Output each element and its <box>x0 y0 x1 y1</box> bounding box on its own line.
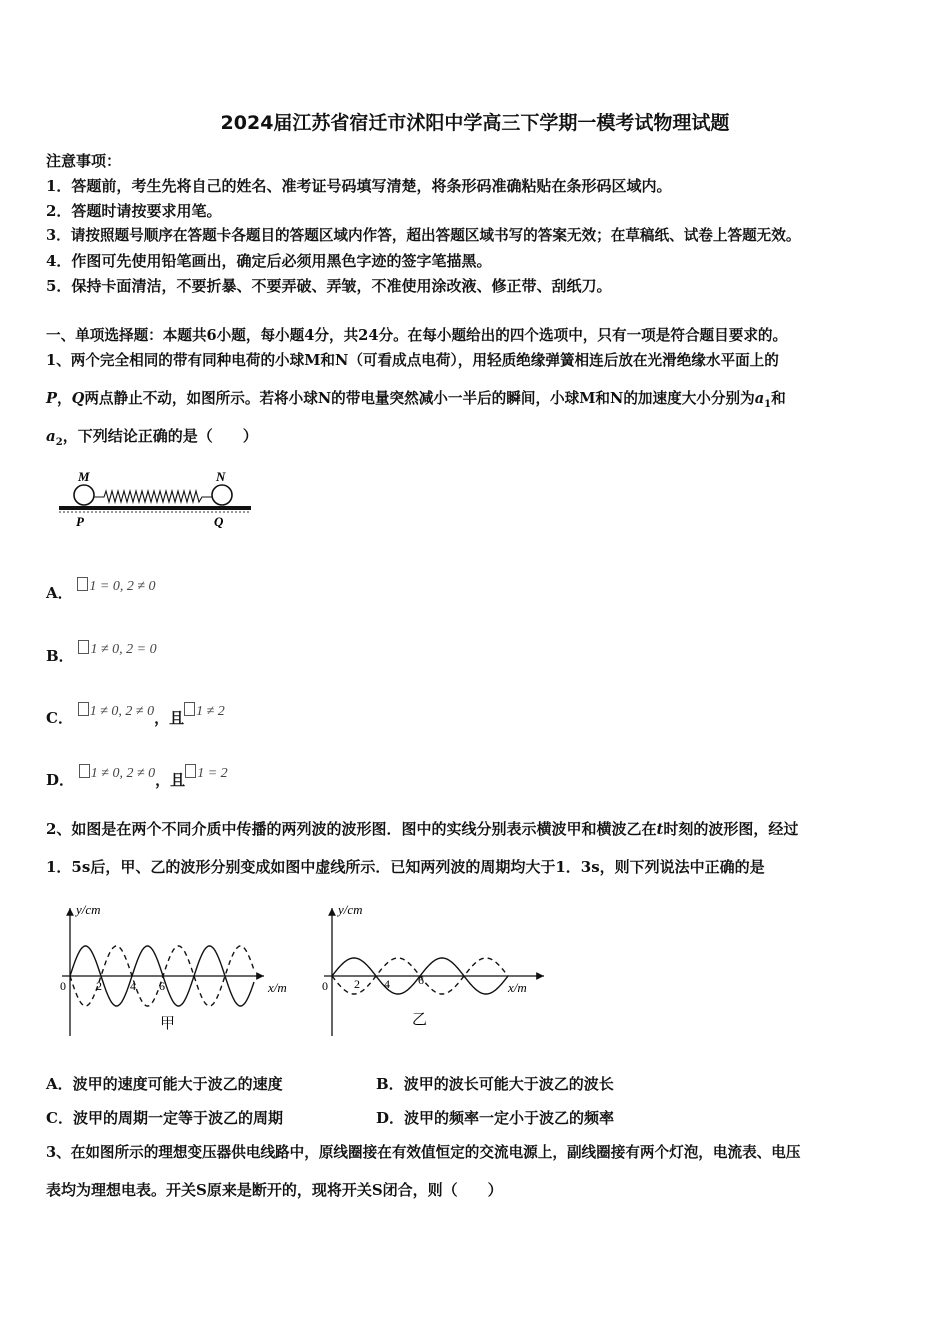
option-c-math2: 1 ≠ 2 <box>196 704 225 719</box>
notice-item: 4．作图可先使用铅笔画出，确定后必须用黑色字迹的签字笔描黑。 <box>46 252 492 270</box>
wave-graph-jia <box>56 896 306 1042</box>
notice-heading: 注意事项： <box>46 152 122 170</box>
y-axis-label: y/cm <box>338 902 363 917</box>
question-1-line3: $a_2$，下列结论正确的是（ ） <box>46 427 258 448</box>
question-3-line2: 表均为理想电表。开关S原来是断开的，现将开关S闭合，则（ ） <box>46 1181 503 1199</box>
ball-m <box>74 485 94 505</box>
origin-label: 0 <box>322 979 328 993</box>
tick-label: 6 <box>159 979 165 993</box>
notice-item: 1．答题前，考生先将自己的姓名、准考证号码填写清楚，将条形码准确粘贴在条形码区域内。 <box>46 177 672 195</box>
notice-item: 3．请按照题号顺序在答题卡各题目的答题区域内作答，超出答题区域书写的答案无效；在草稿纸、试卷上答题无效。 <box>46 227 801 244</box>
graph-caption: 甲 <box>160 1016 176 1032</box>
ground <box>59 506 251 510</box>
option-d-math: 1 ≠ 0, 2 ≠ 0 <box>90 766 156 781</box>
label-p: P <box>76 514 84 529</box>
label-q: Q <box>214 514 224 529</box>
question-2-line2: 1．5s后，甲、乙的波形分别变成如图中虚线所示．已知两列波的周期均大于1．3s，则下列说法中正确的是 <box>46 858 765 876</box>
q1-option-d[interactable]: D． 1 ≠ 0, 2 ≠ 0，且 1 = 2 <box>46 766 228 789</box>
tick-label: 4 <box>130 979 136 993</box>
question-2-line1: 2、如图是在两个不同介质中传播的两列波的波形图．图中的实线分别表示横波甲和横波乙在t时刻的波形图，经过 <box>46 820 799 838</box>
wave-graph-yi <box>318 896 553 1042</box>
spring <box>94 491 212 502</box>
page-title: 2024届江苏省宿迁市沭阳中学高三下学期一模考试物理试题 <box>220 112 730 134</box>
x-axis-label: x/m <box>508 980 527 995</box>
graph-caption: 乙 <box>412 1012 428 1028</box>
origin-label: 0 <box>60 979 66 993</box>
x-axis-label: x/m <box>268 980 287 995</box>
tick-label: 2 <box>354 977 360 991</box>
question-1-line2: P，Q两点静止不动，如图所示。若将小球N的带电量突然减小一半后的瞬间，小球M和N的加速度大小分别为$a_1$和 <box>46 390 786 410</box>
q2-option-d[interactable]: D．波甲的频率一定小于波乙的频率 <box>376 1109 615 1127</box>
q2-option-a[interactable]: A．波甲的速度可能大于波乙的速度 <box>46 1075 283 1093</box>
q1-option-b[interactable]: B． 1 ≠ 0, 2 = 0 <box>46 642 157 665</box>
q1-option-c[interactable]: C． 1 ≠ 0, 2 ≠ 0，且 1 ≠ 2 <box>46 704 225 727</box>
question-1-line1: 1、两个完全相同的带有同种电荷的小球M和N（可看成点电荷），用轻质绝缘弹簧相连后放在光滑绝缘水平面上的 <box>46 352 779 369</box>
notice-item: 2．答题时请按要求用笔。 <box>46 202 222 220</box>
option-b-math: 1 ≠ 0, 2 = 0 <box>90 642 157 657</box>
section-heading: 一、单项选择题：本题共6小题，每小题4分，共24分。在每小题给出的四个选项中，只有一项是符合题目要求的。 <box>46 327 788 344</box>
tick-label: 4 <box>384 977 390 991</box>
question-3-line1: 3、在如图所示的理想变压器供电线路中，原线圈接在有效值恒定的交流电源上，副线圈接有两个灯泡，电流表、电压 <box>46 1144 801 1161</box>
ball-n <box>212 485 232 505</box>
option-d-math2: 1 = 2 <box>197 766 228 781</box>
q1-option-a[interactable]: A． 1 = 0, 2 ≠ 0 <box>46 579 156 602</box>
option-c-math: 1 ≠ 0, 2 ≠ 0 <box>89 704 155 719</box>
option-a-math: 1 = 0, 2 ≠ 0 <box>89 579 156 594</box>
y-axis-label: y/cm <box>76 902 101 917</box>
tick-label: 2 <box>96 979 102 993</box>
q2-option-b[interactable]: B．波甲的波长可能大于波乙的波长 <box>376 1075 614 1093</box>
label-m: M <box>78 469 90 484</box>
spring-figure <box>56 466 256 534</box>
q2-option-c[interactable]: C．波甲的周期一定等于波乙的周期 <box>46 1109 283 1127</box>
notice-item: 5．保持卡面清洁，不要折暴、不要弄破、弄皱，不准使用涂改液、修正带、刮纸刀。 <box>46 277 612 295</box>
tick-label: 6 <box>418 973 424 987</box>
label-n: N <box>216 469 226 484</box>
